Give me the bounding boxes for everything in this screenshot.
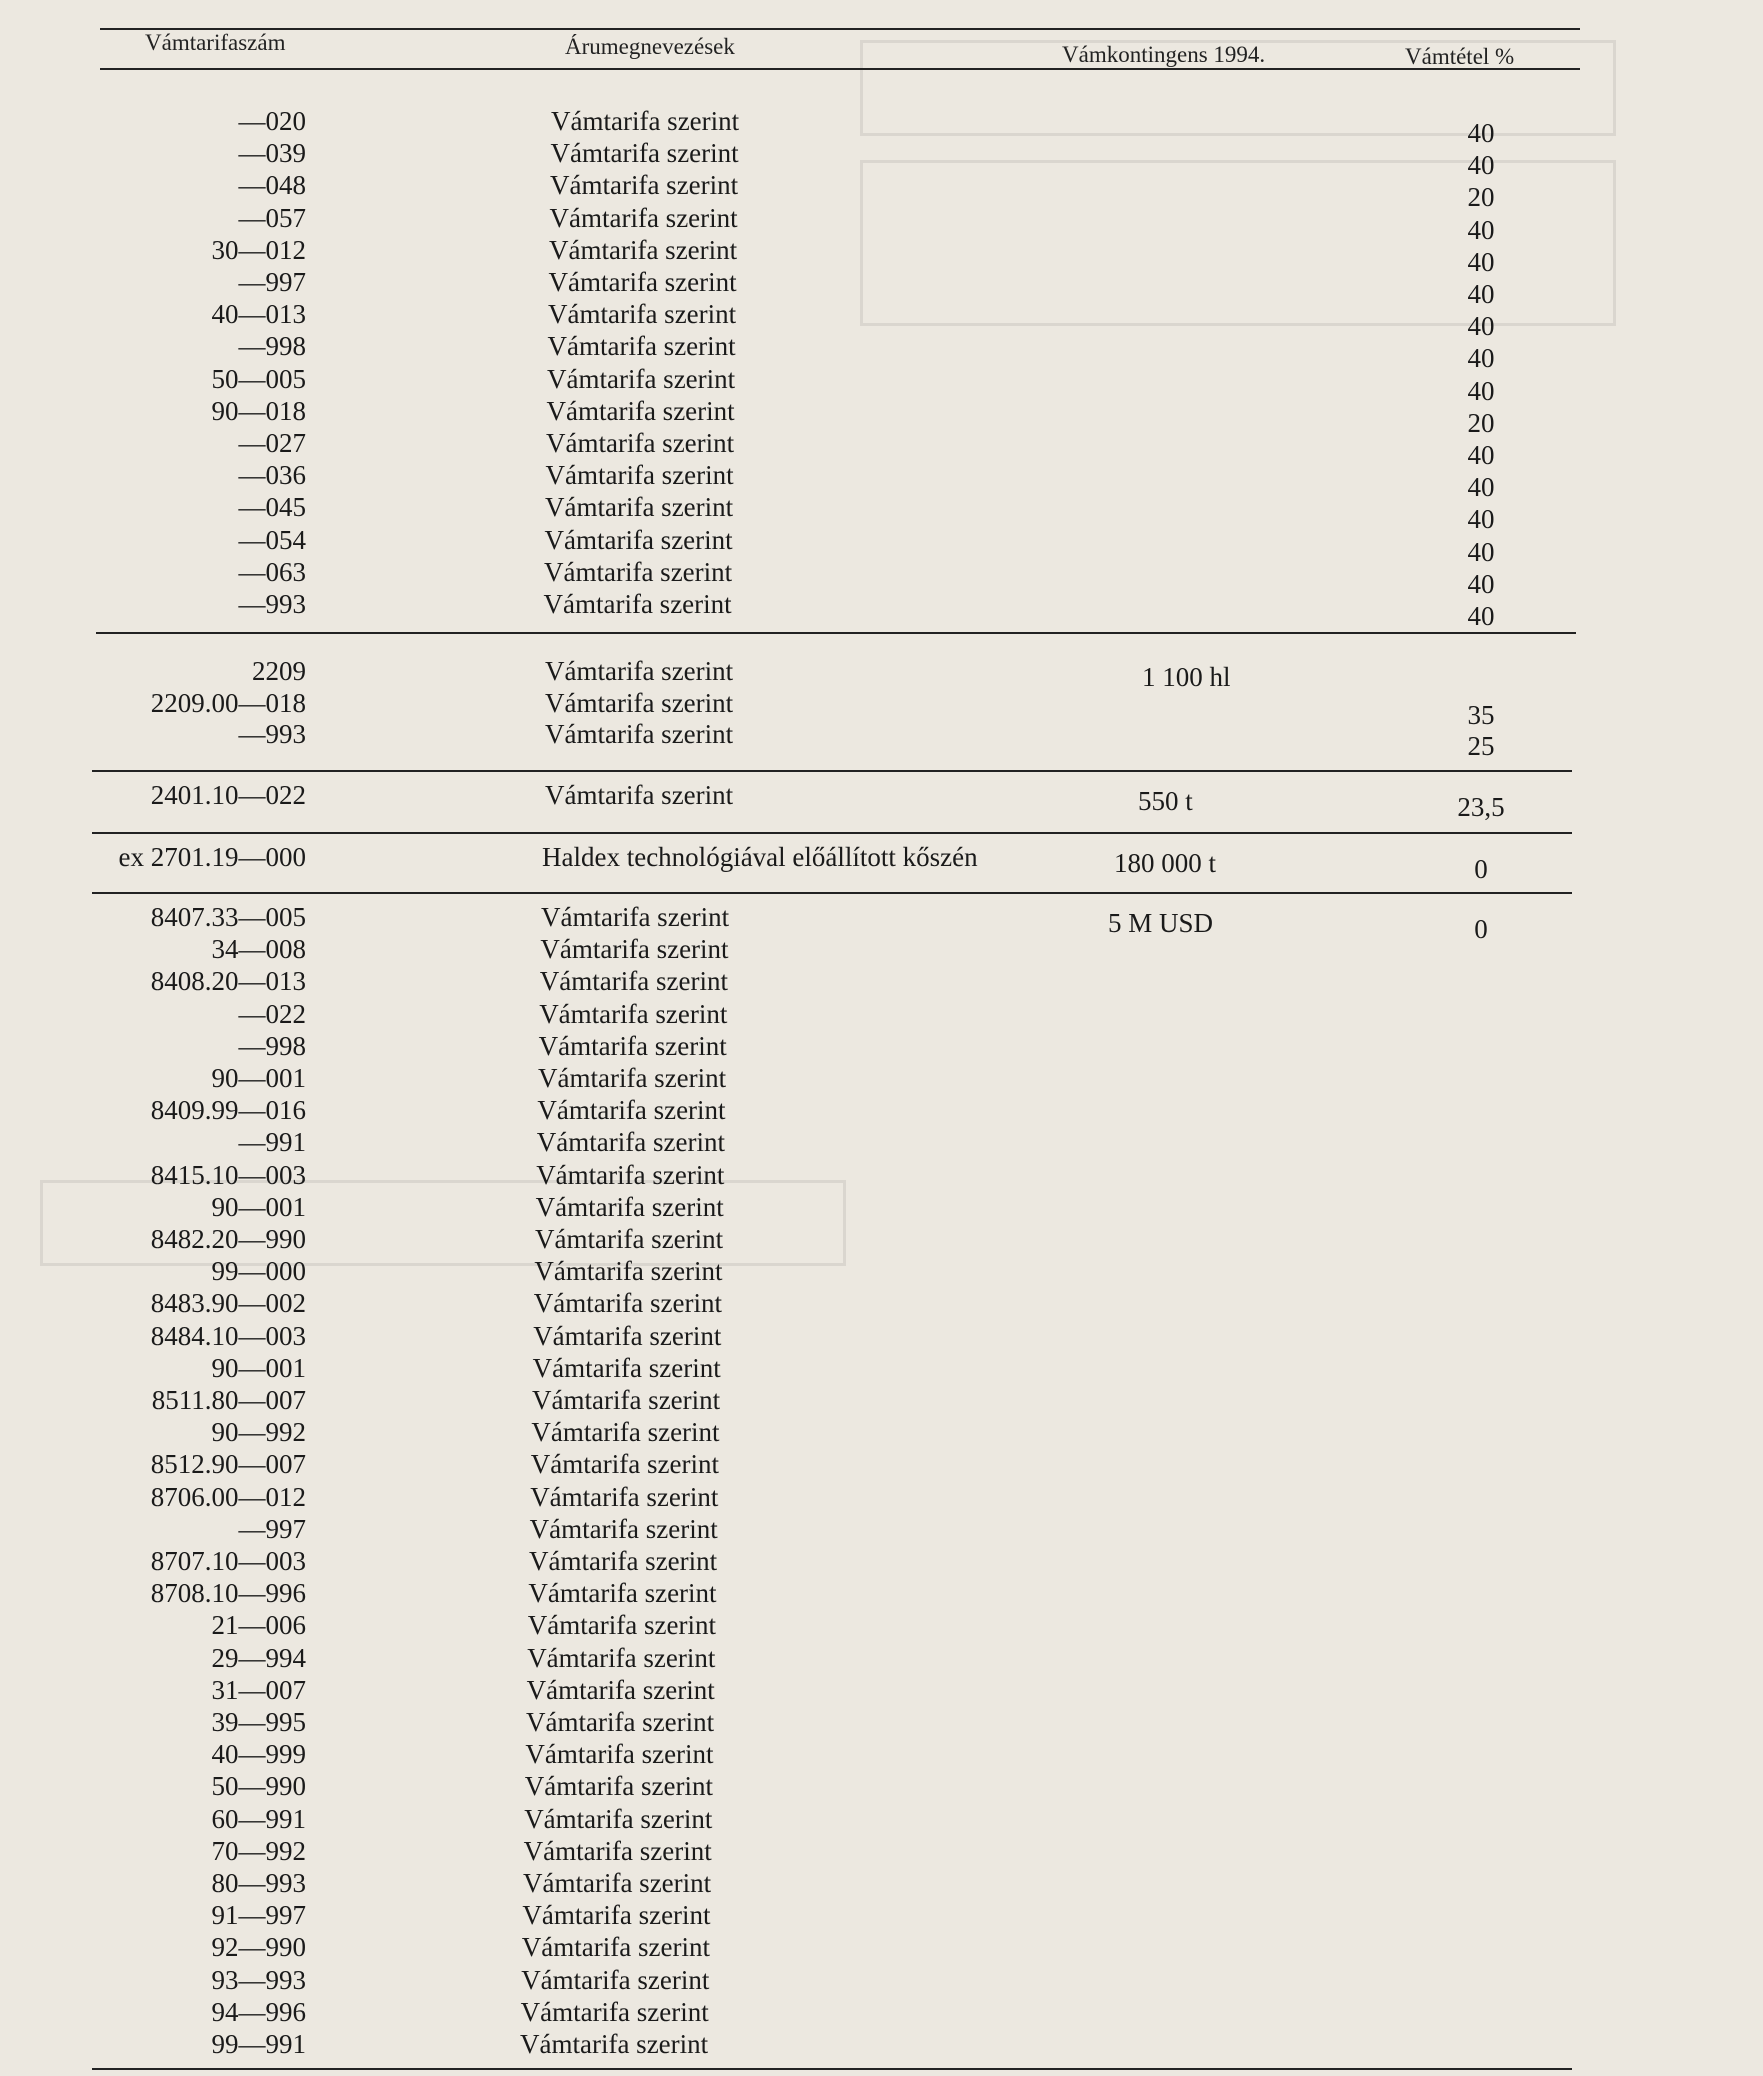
tariff-code: 80—993 — [211, 1868, 306, 1898]
table-row — [0, 363, 1763, 406]
tariff-code: 2209 — [252, 656, 306, 686]
group-separator-rule — [96, 632, 1576, 634]
tariff-code: —993 — [238, 589, 306, 619]
goods-description: Vámtarifa szerint — [541, 902, 730, 932]
duty-rate: 40 — [1467, 214, 1495, 245]
table-row — [0, 1288, 1763, 1320]
table-row — [0, 138, 1763, 181]
table-row — [0, 202, 1763, 245]
tariff-code: 40—013 — [211, 299, 306, 330]
tariff-code: 31—007 — [211, 1674, 306, 1705]
tariff-code: —045 — [238, 492, 306, 523]
goods-description: Vámtarifa szerint — [525, 1739, 714, 1770]
table-row — [0, 492, 1763, 535]
table-row — [0, 966, 1763, 998]
duty-rate: 25 — [1467, 731, 1495, 761]
tariff-code: —998 — [238, 1030, 306, 1061]
tariff-code: 30—012 — [211, 234, 306, 265]
tariff-code: 8484.10—003 — [150, 1320, 306, 1351]
table-row — [0, 1965, 1763, 1997]
table-row — [0, 395, 1763, 438]
duty-rate: 40 — [1467, 440, 1495, 470]
table-row — [0, 842, 1763, 884]
table-row — [0, 1771, 1763, 1803]
tariff-code: 70—992 — [211, 1835, 306, 1866]
goods-description: Vámtarifa szerint — [549, 234, 738, 265]
tariff-code: —020 — [238, 106, 306, 136]
tariff-code: —054 — [238, 524, 306, 555]
goods-description: Vámtarifa szerint — [527, 1642, 716, 1673]
goods-description: Vámtarifa szerint — [543, 589, 732, 619]
goods-description: Vámtarifa szerint — [544, 524, 733, 555]
tariff-code: 40—999 — [211, 1739, 306, 1770]
duty-rate: 40 — [1467, 311, 1495, 342]
table-row — [0, 1482, 1763, 1514]
tariff-code: 93—993 — [211, 1964, 306, 1995]
goods-description: Vámtarifa szerint — [524, 1771, 713, 1802]
goods-description: Vámtarifa szerint — [523, 1835, 712, 1866]
goods-description: Vámtarifa szerint — [545, 719, 734, 749]
duty-rate: 40 — [1467, 536, 1495, 567]
goods-description: Vámtarifa szerint — [537, 1095, 726, 1126]
tariff-code: —027 — [238, 428, 306, 458]
duty-rate: 0 — [1474, 854, 1488, 884]
header-top-rule — [100, 28, 1580, 30]
tariff-code: —039 — [238, 138, 306, 169]
goods-description: Vámtarifa szerint — [536, 1127, 725, 1158]
table-row — [0, 234, 1763, 277]
goods-description: Vámtarifa szerint — [532, 1385, 721, 1415]
goods-description: Vámtarifa szerint — [531, 1417, 720, 1448]
goods-description: Vámtarifa szerint — [546, 428, 735, 458]
tariff-code: 2209.00—018 — [150, 687, 306, 718]
tariff-code: —991 — [238, 1127, 306, 1158]
tariff-code: 8512.90—007 — [150, 1449, 306, 1480]
goods-description: Vámtarifa szerint — [533, 1320, 722, 1351]
duty-rate: 40 — [1467, 279, 1495, 309]
duty-rate: 23,5 — [1457, 792, 1505, 822]
duty-rate: 35 — [1467, 699, 1495, 730]
goods-description: Vámtarifa szerint — [550, 138, 739, 169]
goods-description: Vámtarifa szerint — [520, 1996, 709, 2027]
duty-rate: 40 — [1467, 375, 1495, 406]
table-row — [0, 524, 1763, 567]
table-row — [0, 1932, 1763, 1964]
tariff-code: 60—991 — [211, 1803, 306, 1834]
duty-rate: 40 — [1467, 246, 1495, 277]
tariff-code: —036 — [238, 460, 306, 491]
tariff-code: —993 — [238, 719, 306, 749]
table-row — [0, 1449, 1763, 1481]
duty-rate: 40 — [1467, 472, 1495, 503]
tariff-code: 90—001 — [211, 1352, 306, 1383]
tariff-code: 8409.99—016 — [150, 1095, 306, 1126]
header-code: Vámtarifaszám — [145, 30, 286, 55]
goods-description: Vámtarifa szerint — [548, 299, 737, 330]
table-row — [0, 1643, 1763, 1675]
table-row — [0, 460, 1763, 503]
table-row — [0, 1192, 1763, 1224]
tariff-code: —998 — [238, 331, 306, 362]
goods-description: Vámtarifa szerint — [540, 934, 729, 965]
goods-description: Vámtarifa szerint — [547, 331, 736, 362]
table-row — [0, 780, 1763, 822]
goods-description: Vámtarifa szerint — [532, 1352, 721, 1383]
goods-description: Vámtarifa szerint — [530, 1449, 719, 1480]
table-row — [0, 299, 1763, 342]
quota-value: 5 M USD — [1108, 908, 1214, 938]
table-row — [0, 1868, 1763, 1900]
tariff-code: —997 — [238, 267, 306, 297]
tariff-code: 90—001 — [211, 1063, 306, 1093]
goods-description: Vámtarifa szerint — [526, 1674, 715, 1705]
tariff-code: 34—008 — [211, 934, 306, 965]
duty-rate: 40 — [1467, 601, 1495, 631]
table-row — [0, 934, 1763, 966]
table-row — [0, 556, 1763, 599]
tariff-code: 8482.20—990 — [150, 1224, 306, 1254]
table-row — [0, 2029, 1763, 2061]
tariff-code: 91—997 — [211, 1900, 306, 1931]
table-row — [0, 331, 1763, 374]
goods-description: Vámtarifa szerint — [523, 1868, 712, 1898]
goods-description: Vámtarifa szerint — [536, 1159, 725, 1190]
tariff-code: —022 — [238, 998, 306, 1029]
table-row — [0, 428, 1763, 470]
tariff-code: —997 — [238, 1513, 306, 1544]
tariff-code: 50—990 — [211, 1771, 306, 1802]
goods-description: Vámtarifa szerint — [530, 1481, 719, 1512]
goods-description: Vámtarifa szerint — [521, 1932, 710, 1963]
goods-description: Vámtarifa szerint — [520, 2029, 709, 2059]
table-row — [0, 1739, 1763, 1771]
table-row — [0, 687, 1763, 730]
table-row — [0, 1321, 1763, 1353]
table-row — [0, 1804, 1763, 1836]
table-row — [0, 656, 1763, 692]
duty-rate: 0 — [1474, 914, 1488, 944]
goods-description: Vámtarifa szerint — [548, 267, 737, 297]
table-row — [0, 1417, 1763, 1449]
tariff-code: 8708.10—996 — [150, 1578, 306, 1609]
table-row — [0, 589, 1763, 631]
table-row — [0, 1256, 1763, 1288]
goods-description: Vámtarifa szerint — [527, 1610, 716, 1641]
table-row — [0, 1514, 1763, 1546]
goods-description: Vámtarifa szerint — [522, 1900, 711, 1931]
duty-rate: 40 — [1467, 504, 1495, 535]
goods-description: Vámtarifa szerint — [545, 492, 734, 523]
tariff-code: 50—005 — [211, 363, 306, 394]
tariff-code: —057 — [238, 202, 306, 233]
header-rate: Vámtétel % — [1405, 44, 1515, 69]
table-row — [0, 999, 1763, 1031]
goods-description: Vámtarifa szerint — [545, 460, 734, 491]
goods-description: Vámtarifa szerint — [545, 687, 734, 718]
duty-rate: 20 — [1467, 182, 1495, 213]
table-row — [0, 1836, 1763, 1868]
goods-description: Vámtarifa szerint — [550, 170, 739, 201]
table-row — [0, 719, 1763, 761]
tariff-code: 8483.90—002 — [150, 1288, 306, 1319]
tariff-code: ex 2701.19—000 — [118, 842, 306, 872]
goods-description: Vámtarifa szerint — [539, 966, 728, 997]
tariff-code: 90—992 — [211, 1417, 306, 1448]
table-row — [0, 902, 1763, 944]
header-quota: Vámkontingens 1994. — [1062, 42, 1266, 67]
goods-description: Vámtarifa szerint — [529, 1513, 718, 1544]
quota-value: 550 t — [1138, 786, 1193, 816]
goods-description: Vámtarifa szerint — [528, 1578, 717, 1609]
tariff-code: 94—996 — [211, 1996, 306, 2027]
table-row — [0, 170, 1763, 213]
table-row — [0, 1578, 1763, 1610]
table-row — [0, 1997, 1763, 2029]
table-row — [0, 106, 1763, 148]
goods-description: Vámtarifa szerint — [549, 202, 738, 233]
goods-description: Vámtarifa szerint — [545, 780, 734, 810]
table-row — [0, 1707, 1763, 1739]
goods-description: Vámtarifa szerint — [535, 1191, 724, 1222]
goods-description: Vámtarifa szerint — [524, 1803, 713, 1834]
duty-rate: 20 — [1467, 407, 1495, 438]
group-separator-rule — [92, 770, 1572, 772]
header-description: Árumegnevezések — [565, 34, 735, 59]
table-row — [0, 1675, 1763, 1707]
tariff-code: —048 — [238, 170, 306, 201]
duty-rate: 40 — [1467, 343, 1495, 374]
goods-description: Vámtarifa szerint — [544, 556, 733, 587]
tariff-code: 29—994 — [211, 1642, 306, 1673]
tariff-code: 2401.10—022 — [150, 780, 306, 810]
goods-description: Vámtarifa szerint — [534, 1256, 723, 1287]
table-row — [0, 267, 1763, 309]
tariff-code: —063 — [238, 556, 306, 587]
goods-description: Haldex technológiával előállított kőszén — [542, 842, 978, 872]
tariff-code: 8511.80—007 — [151, 1385, 306, 1415]
tariff-code: 90—018 — [211, 395, 306, 426]
tariff-code: 39—995 — [211, 1707, 306, 1737]
tariff-code: 8707.10—003 — [150, 1546, 306, 1576]
tariff-code: 8706.00—012 — [150, 1481, 306, 1512]
tariff-code: 99—000 — [211, 1256, 306, 1287]
quota-value: 1 100 hl — [1142, 662, 1231, 692]
goods-description: Vámtarifa szerint — [526, 1707, 715, 1737]
goods-description: Vámtarifa szerint — [535, 1224, 724, 1254]
goods-description: Vámtarifa szerint — [538, 1030, 727, 1061]
table-row — [0, 1546, 1763, 1578]
goods-description: Vámtarifa szerint — [539, 998, 728, 1029]
duty-rate: 40 — [1467, 568, 1495, 599]
tariff-code: 99—991 — [211, 2029, 306, 2059]
quota-value: 180 000 t — [1114, 848, 1217, 878]
group-separator-rule — [92, 832, 1572, 834]
goods-description: Vámtarifa szerint — [551, 106, 740, 136]
table-row — [0, 1353, 1763, 1385]
goods-description: Vámtarifa szerint — [545, 656, 734, 686]
table-row — [0, 1224, 1763, 1256]
tariff-code: 21—006 — [211, 1610, 306, 1641]
goods-description: Vámtarifa szerint — [521, 1964, 710, 1995]
tariff-code: 92—990 — [211, 1932, 306, 1963]
group-separator-rule — [92, 892, 1572, 894]
tariff-code: 90—001 — [211, 1191, 306, 1222]
table-row — [0, 1127, 1763, 1159]
goods-description: Vámtarifa szerint — [533, 1288, 722, 1319]
header-bottom-rule — [100, 68, 1580, 70]
tariff-code: 8408.20—013 — [150, 966, 306, 997]
goods-description: Vámtarifa szerint — [538, 1063, 727, 1093]
table-row — [0, 1900, 1763, 1932]
table-row — [0, 1095, 1763, 1127]
goods-description: Vámtarifa szerint — [529, 1546, 718, 1576]
table-row — [0, 1160, 1763, 1192]
goods-description: Vámtarifa szerint — [546, 395, 735, 426]
duty-rate: 40 — [1467, 150, 1495, 181]
table-row — [0, 1610, 1763, 1642]
duty-rate: 40 — [1467, 118, 1495, 148]
table-row — [0, 1385, 1763, 1417]
goods-description: Vámtarifa szerint — [547, 363, 736, 394]
tariff-code: 8407.33—005 — [150, 902, 306, 932]
table-row — [0, 1063, 1763, 1095]
table-row — [0, 1031, 1763, 1063]
group-separator-rule — [92, 2068, 1572, 2070]
tariff-code: 8415.10—003 — [150, 1159, 306, 1190]
